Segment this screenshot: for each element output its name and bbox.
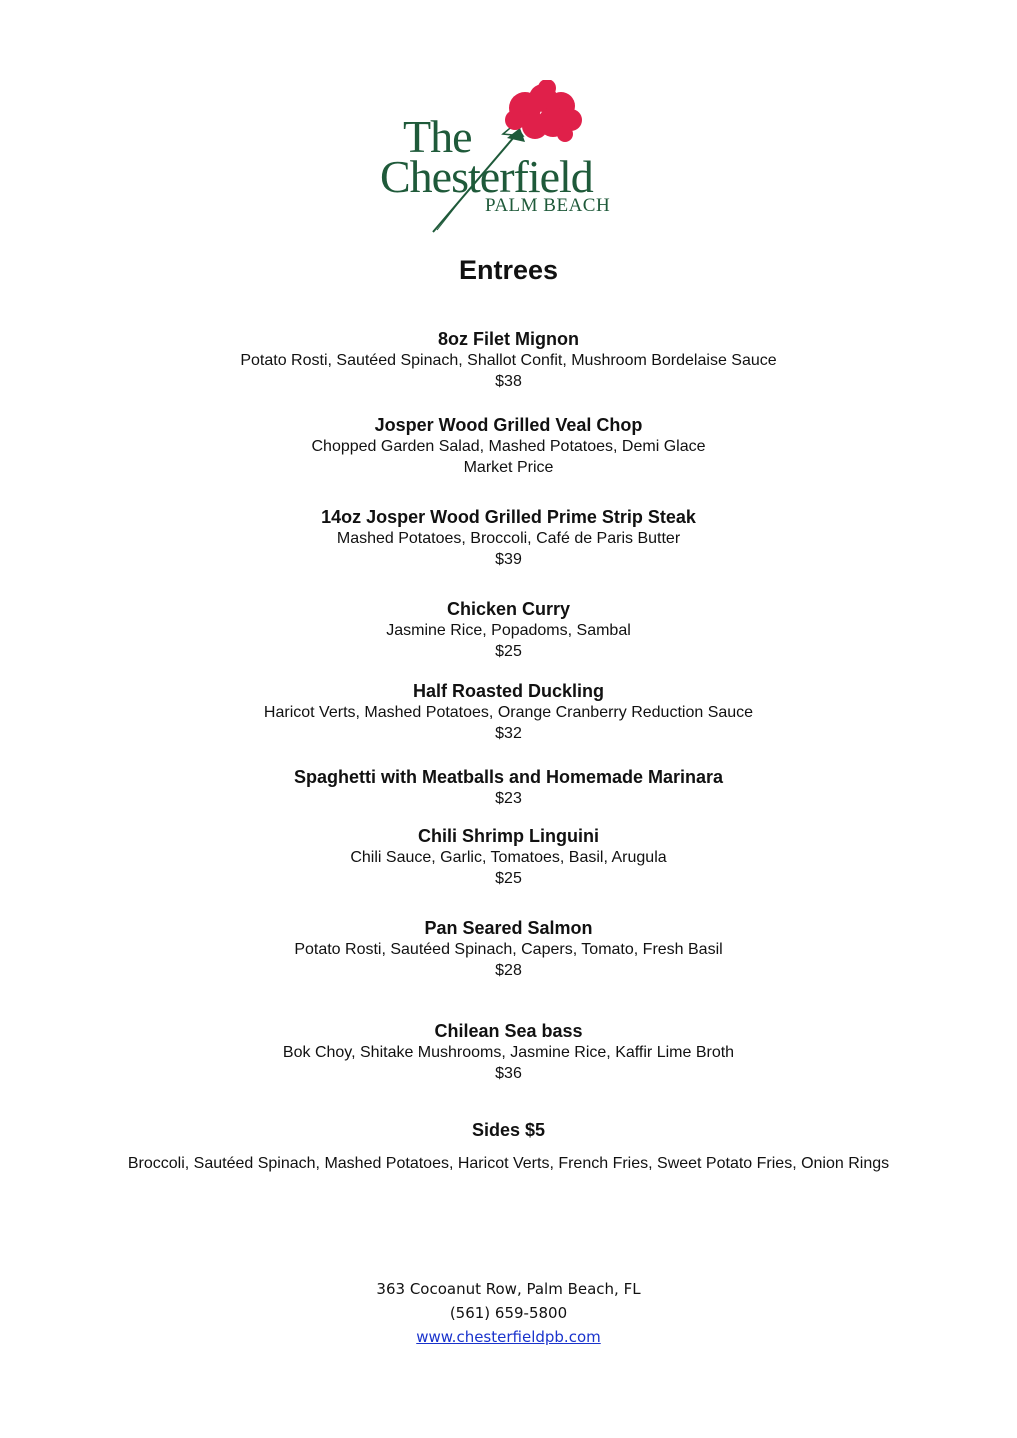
menu-item-price: $25 <box>495 870 522 887</box>
menu-item-price: $25 <box>495 643 522 660</box>
menu-item-price: $36 <box>495 1065 522 1082</box>
menu-item-name: Spaghetti with Meatballs and Homemade Marinara <box>293 767 724 787</box>
menu-item <box>0 680 1017 744</box>
logo-line-palm-beach: PALM BEACH <box>485 195 611 216</box>
menu-item-name: Josper Wood Grilled Veal Chop <box>374 415 643 435</box>
menu-item <box>0 328 1017 392</box>
menu-item-price: Market Price <box>463 459 554 476</box>
menu-item-description: Bok Choy, Shitake Mushrooms, Jasmine Rice, Kaffir Lime Broth <box>282 1044 735 1061</box>
sides-list: Broccoli, Sautéed Spinach, Mashed Potatoes, Haricot Verts, French Fries, Sweet Potato Fries, Onion Rings <box>127 1155 890 1172</box>
menu-item-description: Potato Rosti, Sautéed Spinach, Capers, Tomato, Fresh Basil <box>294 941 723 958</box>
menu-item-name: Chicken Curry <box>446 599 571 619</box>
footer <box>0 1277 1017 1349</box>
menu-item-description: Chopped Garden Salad, Mashed Potatoes, Demi Glace <box>311 438 706 455</box>
menu-item-price: $28 <box>495 962 522 979</box>
menu-item <box>0 598 1017 662</box>
menu-item-description: Haricot Verts, Mashed Potatoes, Orange Cranberry Reduction Sauce <box>263 704 754 721</box>
logo-line-the: The <box>403 111 472 162</box>
menu-item <box>0 917 1017 981</box>
menu-item-description: Chili Sauce, Garlic, Tomatoes, Basil, Arugula <box>350 849 667 866</box>
menu-item <box>0 825 1017 889</box>
menu-item-name: Half Roasted Duckling <box>412 681 605 701</box>
menu-item <box>0 506 1017 570</box>
menu-item-price: $38 <box>495 373 522 390</box>
menu-item-description: Potato Rosti, Sautéed Spinach, Shallot Confit, Mushroom Bordelaise Sauce <box>240 352 777 369</box>
menu-item-name: 8oz Filet Mignon <box>438 329 579 349</box>
page-title: Entrees <box>458 255 559 285</box>
menu-item-description: Mashed Potatoes, Broccoli, Café de Paris Butter <box>336 530 681 547</box>
menu-item <box>0 1020 1017 1084</box>
footer-address: 363 Cocoanut Row, Palm Beach, FL <box>376 1280 641 1298</box>
menu-item-name: Pan Seared Salmon <box>424 918 593 938</box>
footer-phone: (561) 659-5800 <box>449 1304 568 1322</box>
sides-heading: Sides $5 <box>471 1120 546 1140</box>
menu-item-price: $39 <box>495 551 522 568</box>
menu-item-name: Chili Shrimp Linguini <box>418 826 599 846</box>
menu-item <box>0 766 1017 809</box>
menu-item-price: $23 <box>495 790 522 807</box>
menu-item-price: $32 <box>495 725 522 742</box>
menu-item <box>0 414 1017 478</box>
logo-line-chesterfield: Chesterfield <box>380 151 593 202</box>
menu-item-name: Chilean Sea bass <box>434 1021 583 1041</box>
restaurant-logo <box>375 80 645 240</box>
menu-item-description: Jasmine Rice, Popadoms, Sambal <box>386 622 631 639</box>
website-link[interactable]: www.chesterfieldpb.com <box>416 1328 601 1346</box>
menu-item-name: 14oz Josper Wood Grilled Prime Strip Steak <box>321 507 696 527</box>
